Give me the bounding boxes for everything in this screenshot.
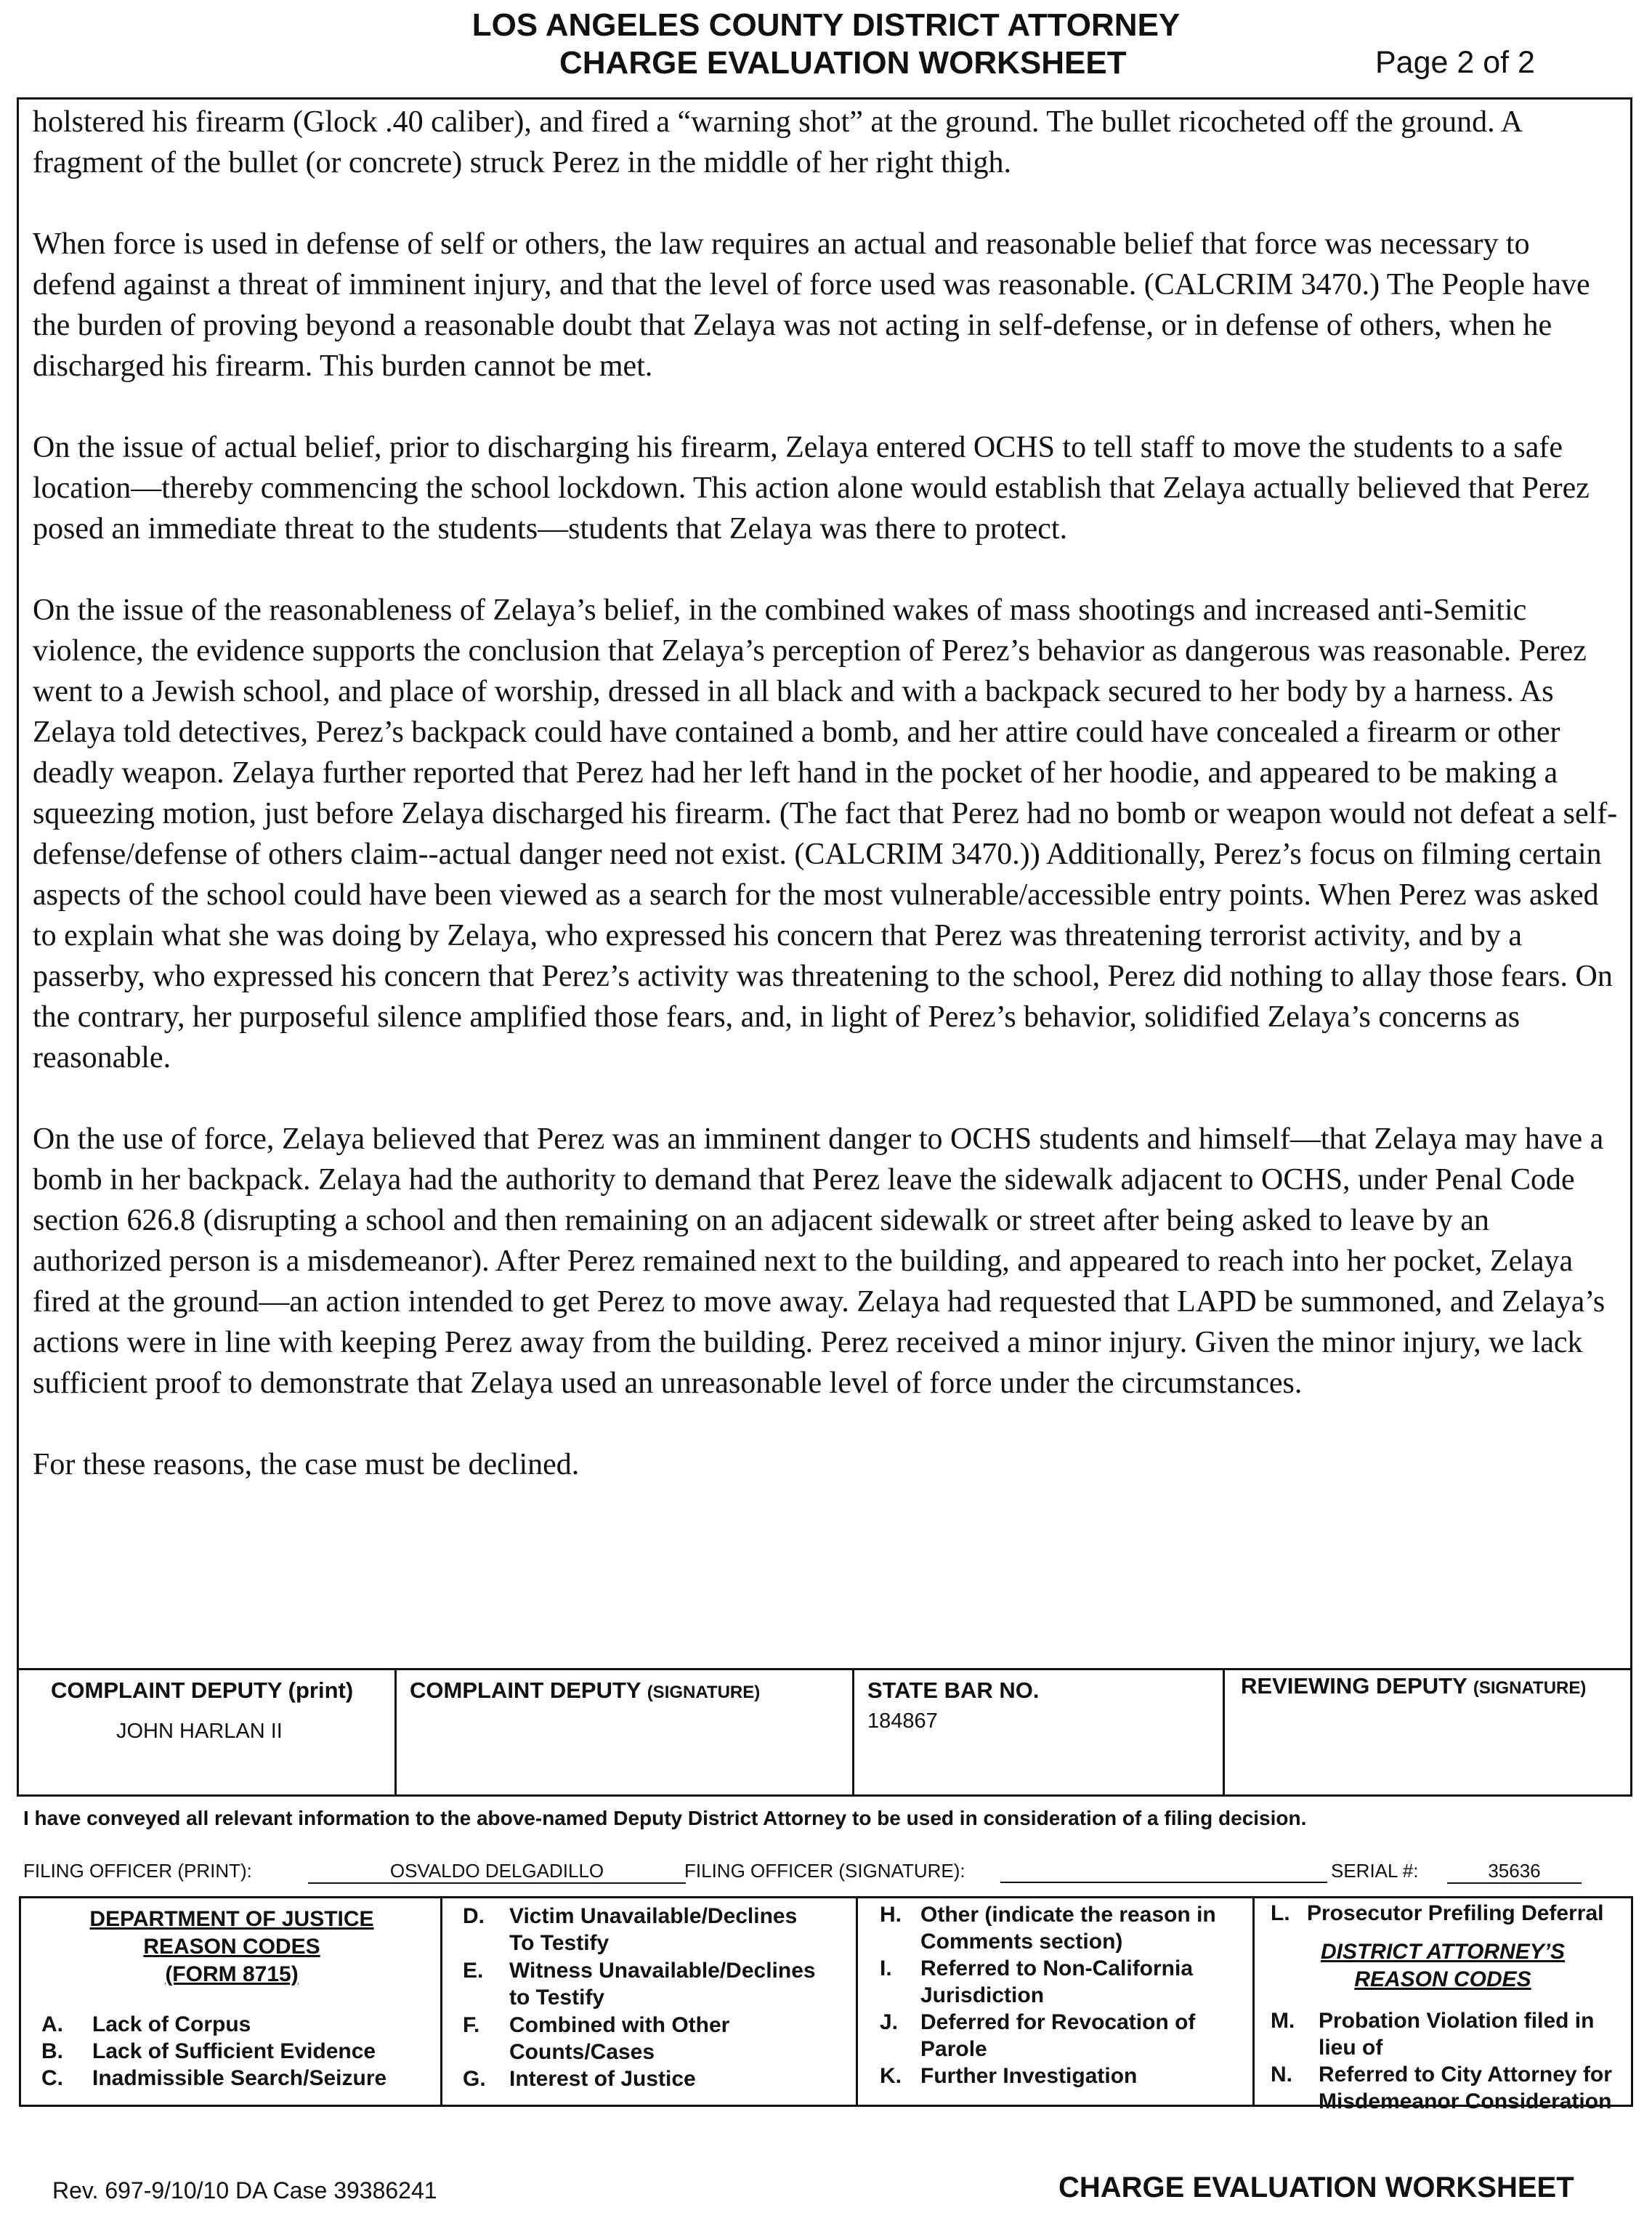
- code-text: Lack of Corpus: [92, 2012, 251, 2036]
- paragraph: For these reasons, the case must be declined.: [33, 1448, 580, 1481]
- doj-heading: [21, 1906, 442, 1988]
- code-letter: K.: [880, 2064, 902, 2088]
- code-letter: J.: [880, 2010, 899, 2034]
- reason-code-item: [880, 2009, 1250, 2063]
- complaint-deputy-print-value: JOHN HARLAN II: [116, 1720, 283, 1743]
- code-text: Lack of Sufficient Evidence: [92, 2039, 376, 2063]
- doj-reason-codes-column: [21, 1898, 442, 2105]
- code-letter: E.: [463, 1959, 484, 1983]
- filing-officer-print-value: OSVALDO DELGADILLO: [308, 1860, 686, 1884]
- filing-officer-row: [23, 1860, 1621, 1889]
- complaint-deputy-signature-cell: [397, 1670, 854, 1794]
- code-letter: F.: [463, 2013, 480, 2037]
- doj-heading-line: REASON CODES: [143, 1935, 320, 1959]
- complaint-deputy-sig-suffix: (SIGNATURE): [647, 1683, 761, 1702]
- paragraph: On the use of force, Zelaya believed that Perez was an imminent danger to OCHS students and himself—that Zelaya may have a bomb in her backpack. Zelaya had the authority to demand that Perez leave the sidewalk adjacent to OCHS, under Penal Code section 626.8 (disrupting a school and then remaining on an adjacent sidewalk or street after being asked to leave by an authorized person is a misdemeanor). After Perez remained next to the building, and appeared to reach into her pocket, Zelaya fired at the ground—an action intended to get Perez to move away. Zelaya had requested that LAPD be summoned, and Zelaya’s actions were in line with keeping Perez away from the building. Perez received a minor injury. Given the minor injury, we lack sufficient proof to demonstrate that Zelaya used an unreasonable level of force under the circumstances.: [33, 1122, 1606, 1400]
- paragraph: On the issue of actual belief, prior to discharging his firearm, Zelaya entered OCHS to tell staff to move the students to a safe location—thereby commencing the school lockdown. This action alone would establish that Zelaya actually believed that Perez posed an immediate threat to the students—students that Zelaya was there to protect.: [33, 431, 1590, 546]
- code-letter: H.: [880, 1903, 902, 1927]
- reason-code-item: [880, 1901, 1250, 1955]
- reviewing-deputy-sig-suffix: (SIGNATURE): [1473, 1678, 1587, 1698]
- da-heading-line: DISTRICT ATTORNEY’S: [1320, 1940, 1566, 1964]
- da-heading-line: REASON CODES: [1354, 1967, 1531, 1991]
- state-bar-cell: [854, 1670, 1225, 1794]
- da-reason-codes-column: [1255, 1898, 1631, 2113]
- agency-header: LOS ANGELES COUNTY DISTRICT ATTORNEY: [471, 7, 1181, 43]
- code-letter: I.: [880, 1956, 892, 1980]
- code-text-line: Combined with Other: [509, 2013, 730, 2037]
- reason-code-item: [41, 2038, 434, 2065]
- reason-code-item: [463, 2065, 848, 2092]
- reason-code-item: [880, 1955, 1250, 2009]
- code-text-line: Deferred for Revocation of: [920, 2010, 1196, 2034]
- state-bar-value: 184867: [867, 1709, 938, 1733]
- code-text-line: Referred to City Attorney for: [1319, 2063, 1612, 2087]
- code-text-line: To Testify: [509, 1931, 610, 1955]
- code-text-line: Interest of Justice: [509, 2067, 696, 2091]
- serial-value: 35636: [1447, 1860, 1582, 1884]
- reason-codes-column-h-k: [858, 1898, 1255, 2105]
- reason-code-item: [1271, 1900, 1627, 1927]
- narrative-text: [33, 102, 1620, 1485]
- reason-code-item: [463, 1903, 848, 1956]
- code-letter: C.: [41, 2066, 63, 2090]
- code-text-line: to Testify: [509, 1986, 605, 2009]
- reviewing-deputy-cell: [1225, 1670, 1630, 1794]
- code-text-line: Jurisdiction: [920, 1983, 1045, 2007]
- doj-heading-line: DEPARTMENT OF JUSTICE: [89, 1907, 374, 1931]
- conveyed-statement: I have conveyed all relevant information to the above-named Deputy District Attorney to be used in consideration of a filing decision.: [23, 1807, 1307, 1829]
- reason-code-item: [880, 2063, 1250, 2089]
- code-text: Inadmissible Search/Seizure: [92, 2066, 387, 2090]
- filing-officer-signature-label: FILING OFFICER (SIGNATURE):: [684, 1860, 965, 1882]
- paragraph: holstered his firearm (Glock .40 caliber), and fired a “warning shot” at the ground. The bullet ricocheted off the ground. A fragment of the bullet (or concrete) struck Perez in the middle of her right thigh.: [33, 105, 1521, 179]
- code-text-line: Comments section): [920, 1930, 1123, 1954]
- form-title: CHARGE EVALUATION WORKSHEET: [559, 45, 1127, 81]
- filing-officer-print-label: FILING OFFICER (PRINT):: [23, 1860, 252, 1882]
- code-letter: G.: [463, 2067, 486, 2091]
- page-number: Page 2 of 2: [1375, 45, 1535, 80]
- code-text-line: Victim Unavailable/Declines: [509, 1904, 798, 1928]
- reason-code-item: [463, 1957, 848, 2011]
- reason-code-item: [41, 2065, 434, 2092]
- complaint-deputy-print-label: COMPLAINT DEPUTY (print): [51, 1677, 354, 1703]
- code-text-line: lieu of: [1319, 2036, 1383, 2060]
- code-text-line: Probation Violation filed in: [1319, 2009, 1595, 2033]
- reason-codes-box: [19, 1896, 1633, 2113]
- code-text-line: Witness Unavailable/Declines: [509, 1959, 816, 1983]
- code-text-line: Misdemeanor Consideration: [1319, 2089, 1612, 2113]
- code-letter: M.: [1271, 2009, 1295, 2033]
- code-letter: B.: [41, 2039, 63, 2063]
- paragraph: When force is used in defense of self or others, the law requires an actual and reasonable belief that force was necessary to defend against a threat of imminent injury, and that the level of force used was reasonable. (CALCRIM 3470.) The People have the burden of proving beyond a reasonable doubt that Zelaya was not acting in self-defense, or in defense of others, when he discharged his firearm. This burden cannot be met.: [33, 227, 1590, 383]
- code-text-line: Further Investigation: [920, 2064, 1138, 2088]
- code-text-line: Parole: [920, 2037, 987, 2061]
- reason-code-item: [1271, 2007, 1627, 2061]
- code-letter: L.: [1271, 1901, 1290, 1925]
- doj-heading-line: (FORM 8715): [165, 1962, 299, 1986]
- code-text-line: Other (indicate the reason in: [920, 1903, 1216, 1927]
- code-text-line: Counts/Cases: [509, 2040, 655, 2064]
- state-bar-label: STATE BAR NO.: [867, 1677, 1040, 1703]
- code-letter: A.: [41, 2012, 63, 2036]
- reason-code-item: [1271, 2061, 1627, 2115]
- reason-code-item: [41, 2011, 434, 2038]
- complaint-deputy-signature-label: [410, 1677, 760, 1704]
- serial-label: SERIAL #:: [1331, 1860, 1419, 1882]
- complaint-deputy-sig-label-text: COMPLAINT DEPUTY: [410, 1677, 641, 1703]
- da-heading: [1255, 1938, 1631, 1994]
- reviewing-deputy-label-text: REVIEWING DEPUTY: [1241, 1673, 1467, 1699]
- footer-form-name: CHARGE EVALUATION WORKSHEET: [1058, 2172, 1574, 2203]
- signature-table: [17, 1668, 1632, 1797]
- revision-note: Rev. 697-9/10/10 DA Case 39386241: [52, 2177, 437, 2203]
- code-letter: N.: [1271, 2063, 1292, 2087]
- filing-officer-signature-line: [1000, 1860, 1327, 1883]
- paragraph: On the issue of the reasonableness of Zelaya’s belief, in the combined wakes of mass shootings and increased anti-Semitic violence, the evidence supports the conclusion that Zelaya’s perception of Perez’s behavior as dangerous was reasonable. Perez went to a Jewish school, and place of worship, dressed in all black and with a backpack secured to her body by a harness. As Zelaya told detectives, Perez’s backpack could have contained a bomb, and her attire could have concealed a firearm or other deadly weapon. Zelaya further reported that Perez had her left hand in the pocket of her hoodie, and appeared to be making a squeezing motion, just before Zelaya discharged his firearm. (The fact that Perez had no bomb or weapon would not defeat a self-defense/defense of others claim--actual danger need not exist. (CALCRIM 3470.)) Additionally, Perez’s focus on filming certain aspects of the school could have been viewed as a search for the most vulnerable/accessible entry points. When Perez was asked to explain what she was doing by Zelaya, who expressed his concern that Perez was threatening terrorist activity, and by a passerby, who expressed his concern that Perez’s activity was threatening to the school, Perez did nothing to allay those fears. On the contrary, her purposeful silence amplified those fears, and, in light of Perez’s behavior, solidified Zelaya’s concerns as reasonable.: [33, 594, 1618, 1074]
- complaint-deputy-print-cell: [19, 1670, 397, 1794]
- code-text-line: Referred to Non-California: [920, 1956, 1194, 1980]
- reason-codes-column-d-g: [442, 1898, 858, 2105]
- reason-code-item: [463, 2012, 848, 2065]
- reviewing-deputy-label: [1241, 1673, 1586, 1699]
- code-letter: D.: [463, 1904, 485, 1928]
- code-text: Prosecutor Prefiling Deferral: [1307, 1901, 1604, 1925]
